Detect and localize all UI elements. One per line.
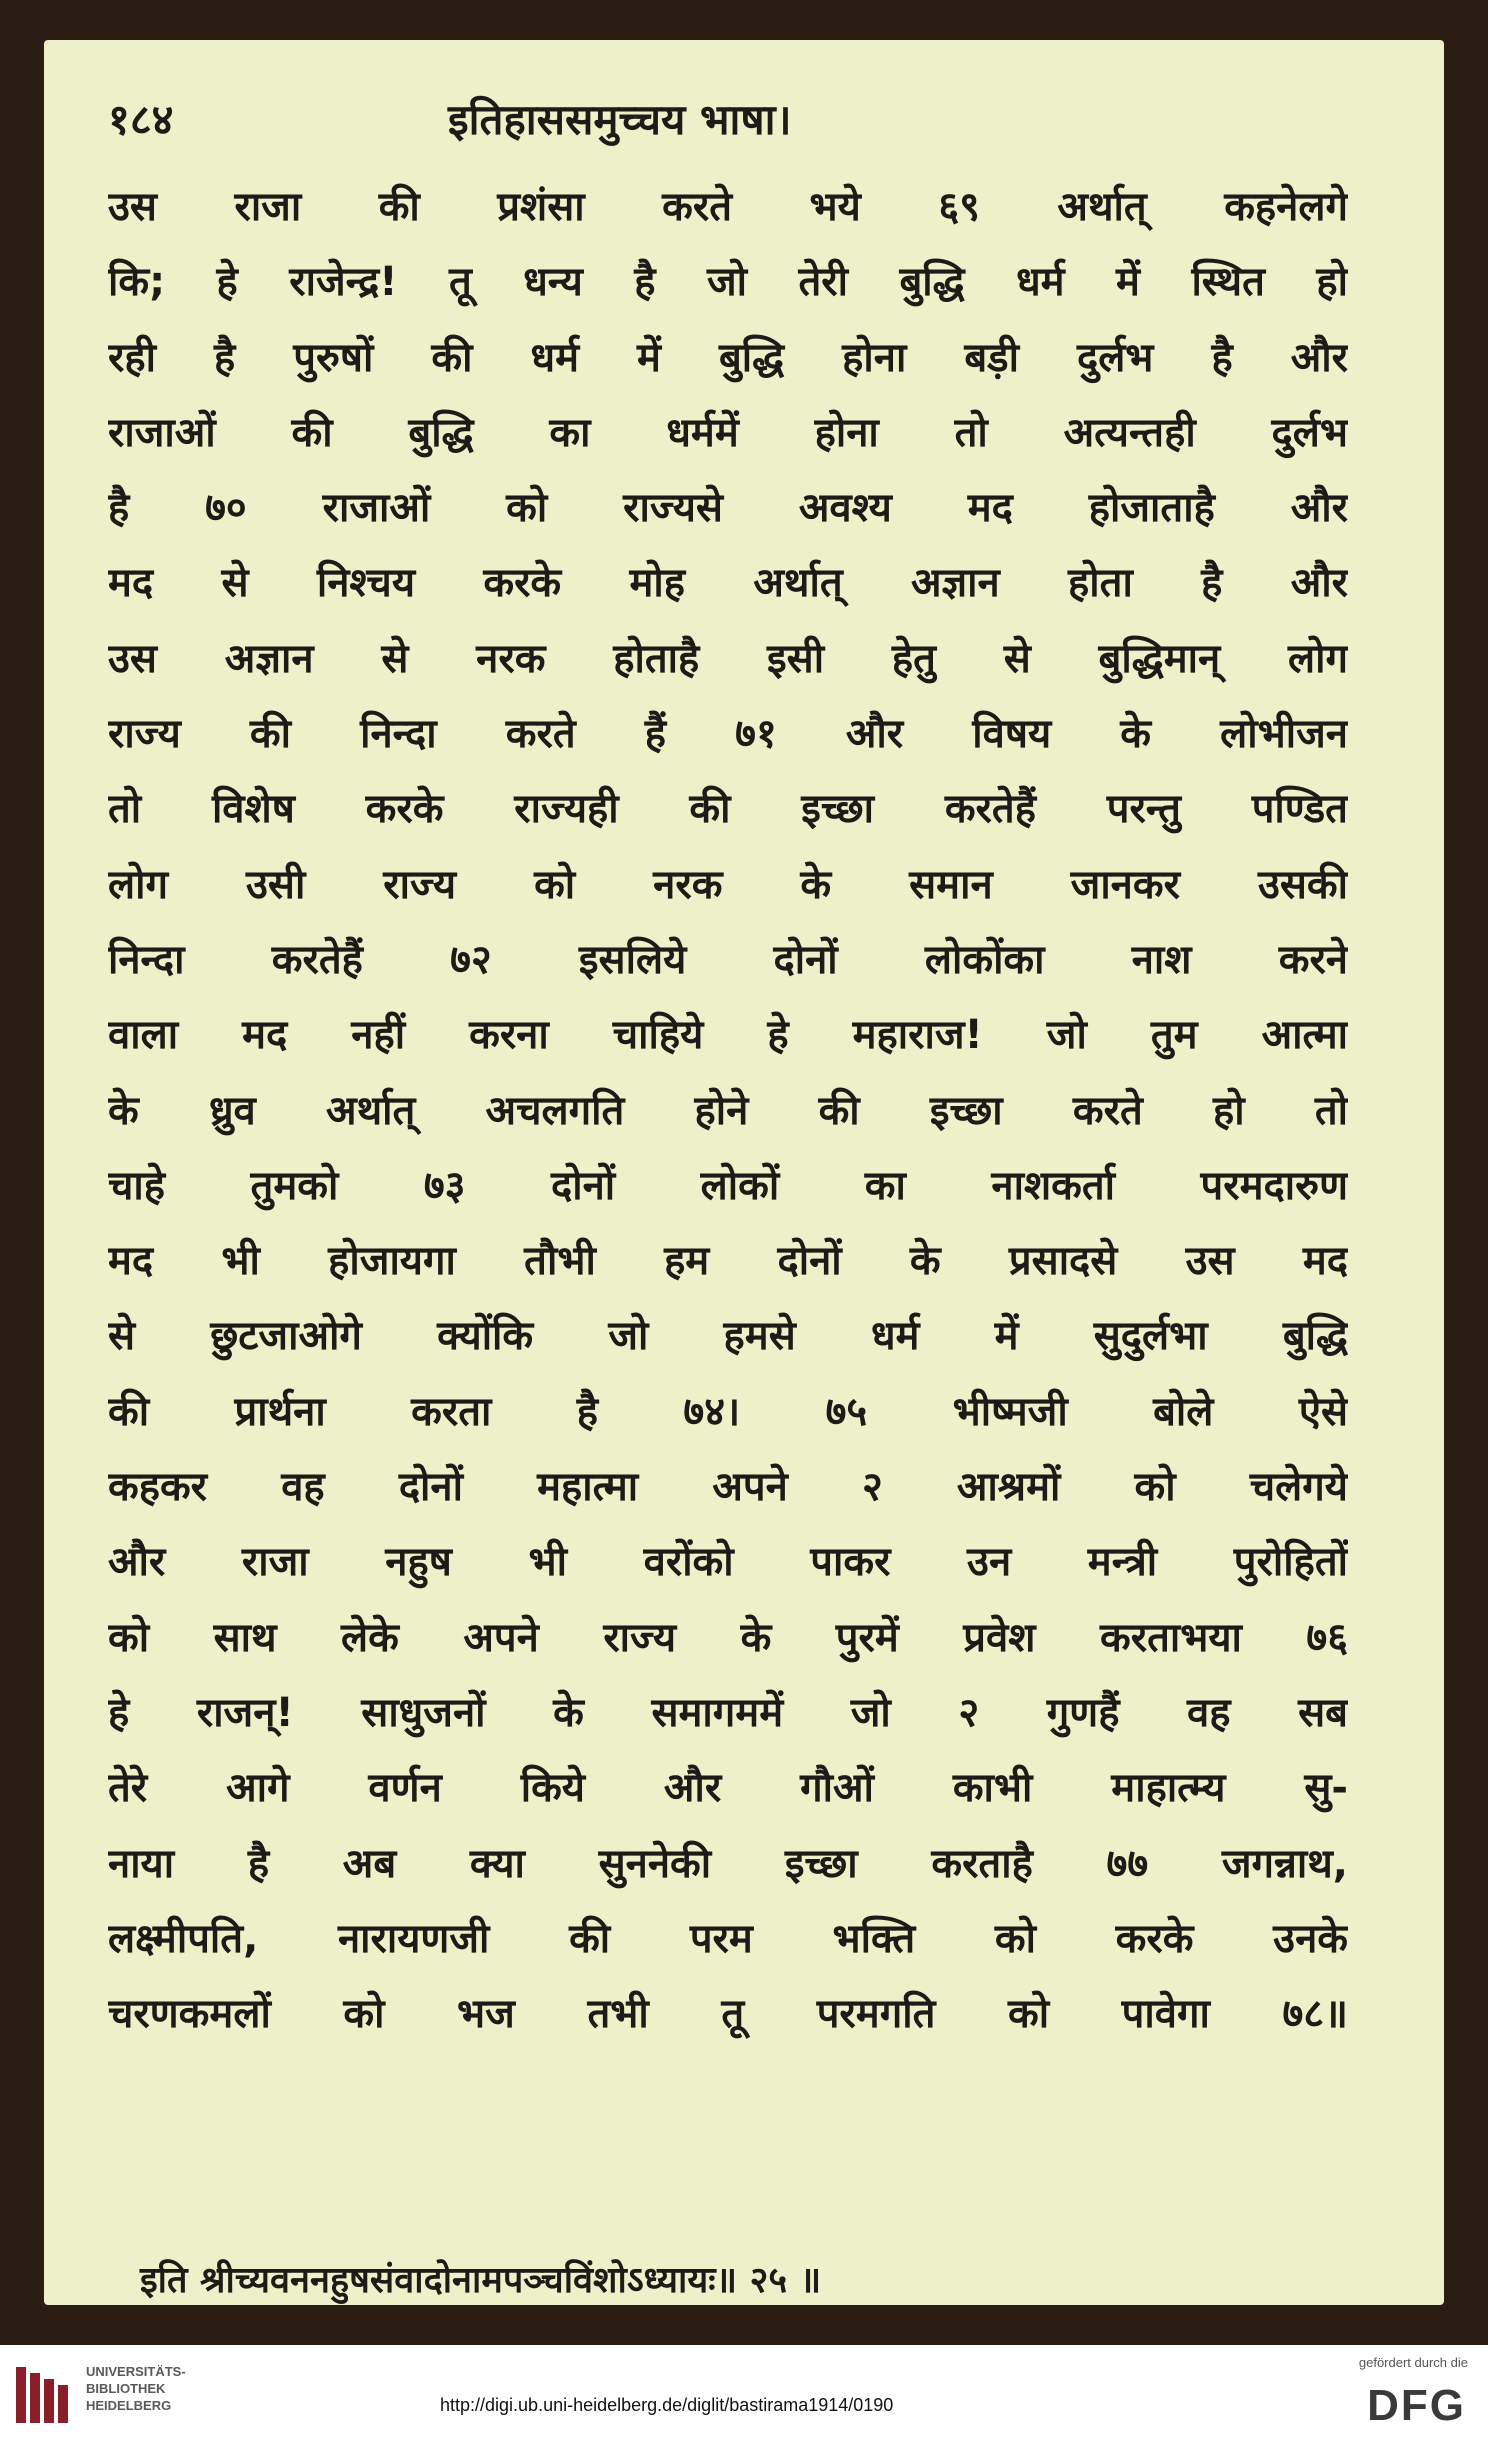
text-line: लक्ष्मीपति, नारायणजी की परम भक्ति को करके उनके	[108, 1915, 1348, 1962]
chapter-colophon: इति श्रीच्यवननहुषसंवादोनामपञ्चविंशोऽध्यायः॥ २५ ॥	[140, 2260, 822, 2301]
text-line: रही है पुरुषों की धर्म में बुद्धि होना बड़ी दुर्लभ है और	[108, 334, 1348, 381]
viewer-footer	[0, 2345, 1488, 2441]
funding-note: gefördert durch die	[1358, 2355, 1468, 2370]
text-line: तो विशेष करके राज्यही की इच्छा करतेहैं परन्तु पण्डित	[108, 786, 1348, 833]
text-line: वाला मद नहीं करना चाहिये हे महाराज! जो तुम आत्मा	[108, 1012, 1348, 1059]
text-line: नाया है अब क्या सुननेकी इच्छा करताहै ७७ जगन्नाथ,	[108, 1840, 1348, 1887]
text-line: चरणकमलों को भज तभी तू परमगति को पावेगा ७८॥	[108, 1991, 1348, 2038]
text-line: उस राजा की प्रशंसा करते भये ६९ अर्थात् कहनेलगे	[108, 184, 1348, 230]
text-line: है ७० राजाओं को राज्यसे अवश्य मद होजाताहै और	[108, 485, 1348, 532]
text-line: उस अज्ञान से नरक होताहै इसी हेतु से बुद्धिमान् लोग	[108, 635, 1348, 682]
text-line: निन्दा करतेहैं ७२ इसलिये दोनों लोकोंका नाश करने	[108, 936, 1348, 983]
text-line: चाहे तुमको ७३ दोनों लोकों का नाशकर्ता परमदारुण	[108, 1162, 1348, 1209]
page-header	[108, 80, 1328, 166]
text-line: हे राजन्! साधुजनों के समागममें जो २ गुणहैं वह सब	[108, 1689, 1348, 1736]
library-logo-icon	[16, 2367, 76, 2423]
library-name: UNIVERSITÄTS- BIBLIOTHEK HEIDELBERG	[86, 2364, 186, 2413]
text-line: राजाओं की बुद्धि का धर्ममें होना तो अत्यन्तही दुर्लभ	[108, 409, 1348, 456]
text-line: मद से निश्चय करके मोह अर्थात् अज्ञान होता है और	[108, 560, 1348, 607]
running-title: इतिहाससमुच्चय भाषा।	[448, 95, 792, 144]
text-line: कहकर वह दोनों महात्मा अपने २ आश्रमों को चलेगये	[108, 1464, 1348, 1511]
body-text	[108, 170, 1348, 2052]
text-line: की प्रार्थना करता है ७४। ७५ भीष्मजी बोले ऐसे	[108, 1388, 1348, 1435]
text-line: राज्य की निन्दा करते हैं ७१ और विषय के लोभीजन	[108, 711, 1348, 758]
text-line: तेरे आगे वर्णन किये और गौओं काभी माहात्म्य सु-	[108, 1765, 1348, 1812]
text-line: कि; हे राजेन्द्र! तू धन्य है जो तेरी बुद्धि धर्म में स्थित हो	[108, 259, 1348, 306]
text-line: से छुटजाओगे क्योंकि जो हमसे धर्म में सुदुर्लभा बुद्धि	[108, 1313, 1348, 1360]
text-line: के ध्रुव अर्थात् अचलगति होने की इच्छा करते हो तो	[108, 1087, 1348, 1134]
dfg-logo: DFG	[1367, 2381, 1466, 2430]
text-line: और राजा नहुष भी वरोंको पाकर उन मन्त्री पुरोहितों	[108, 1539, 1348, 1586]
text-line: मद भी होजायगा तौभी हम दोनों के प्रसादसे उस मद	[108, 1238, 1348, 1285]
page-number: १८४	[108, 95, 174, 144]
text-line: को साथ लेके अपने राज्य के पुरमें प्रवेश करताभया ७६	[108, 1614, 1348, 1661]
source-url-link[interactable]: http://digi.ub.uni-heidelberg.de/diglit/bastirama1914/0190	[440, 2395, 894, 2415]
text-line: लोग उसी राज्य को नरक के समान जानकर उसकी	[108, 861, 1348, 908]
